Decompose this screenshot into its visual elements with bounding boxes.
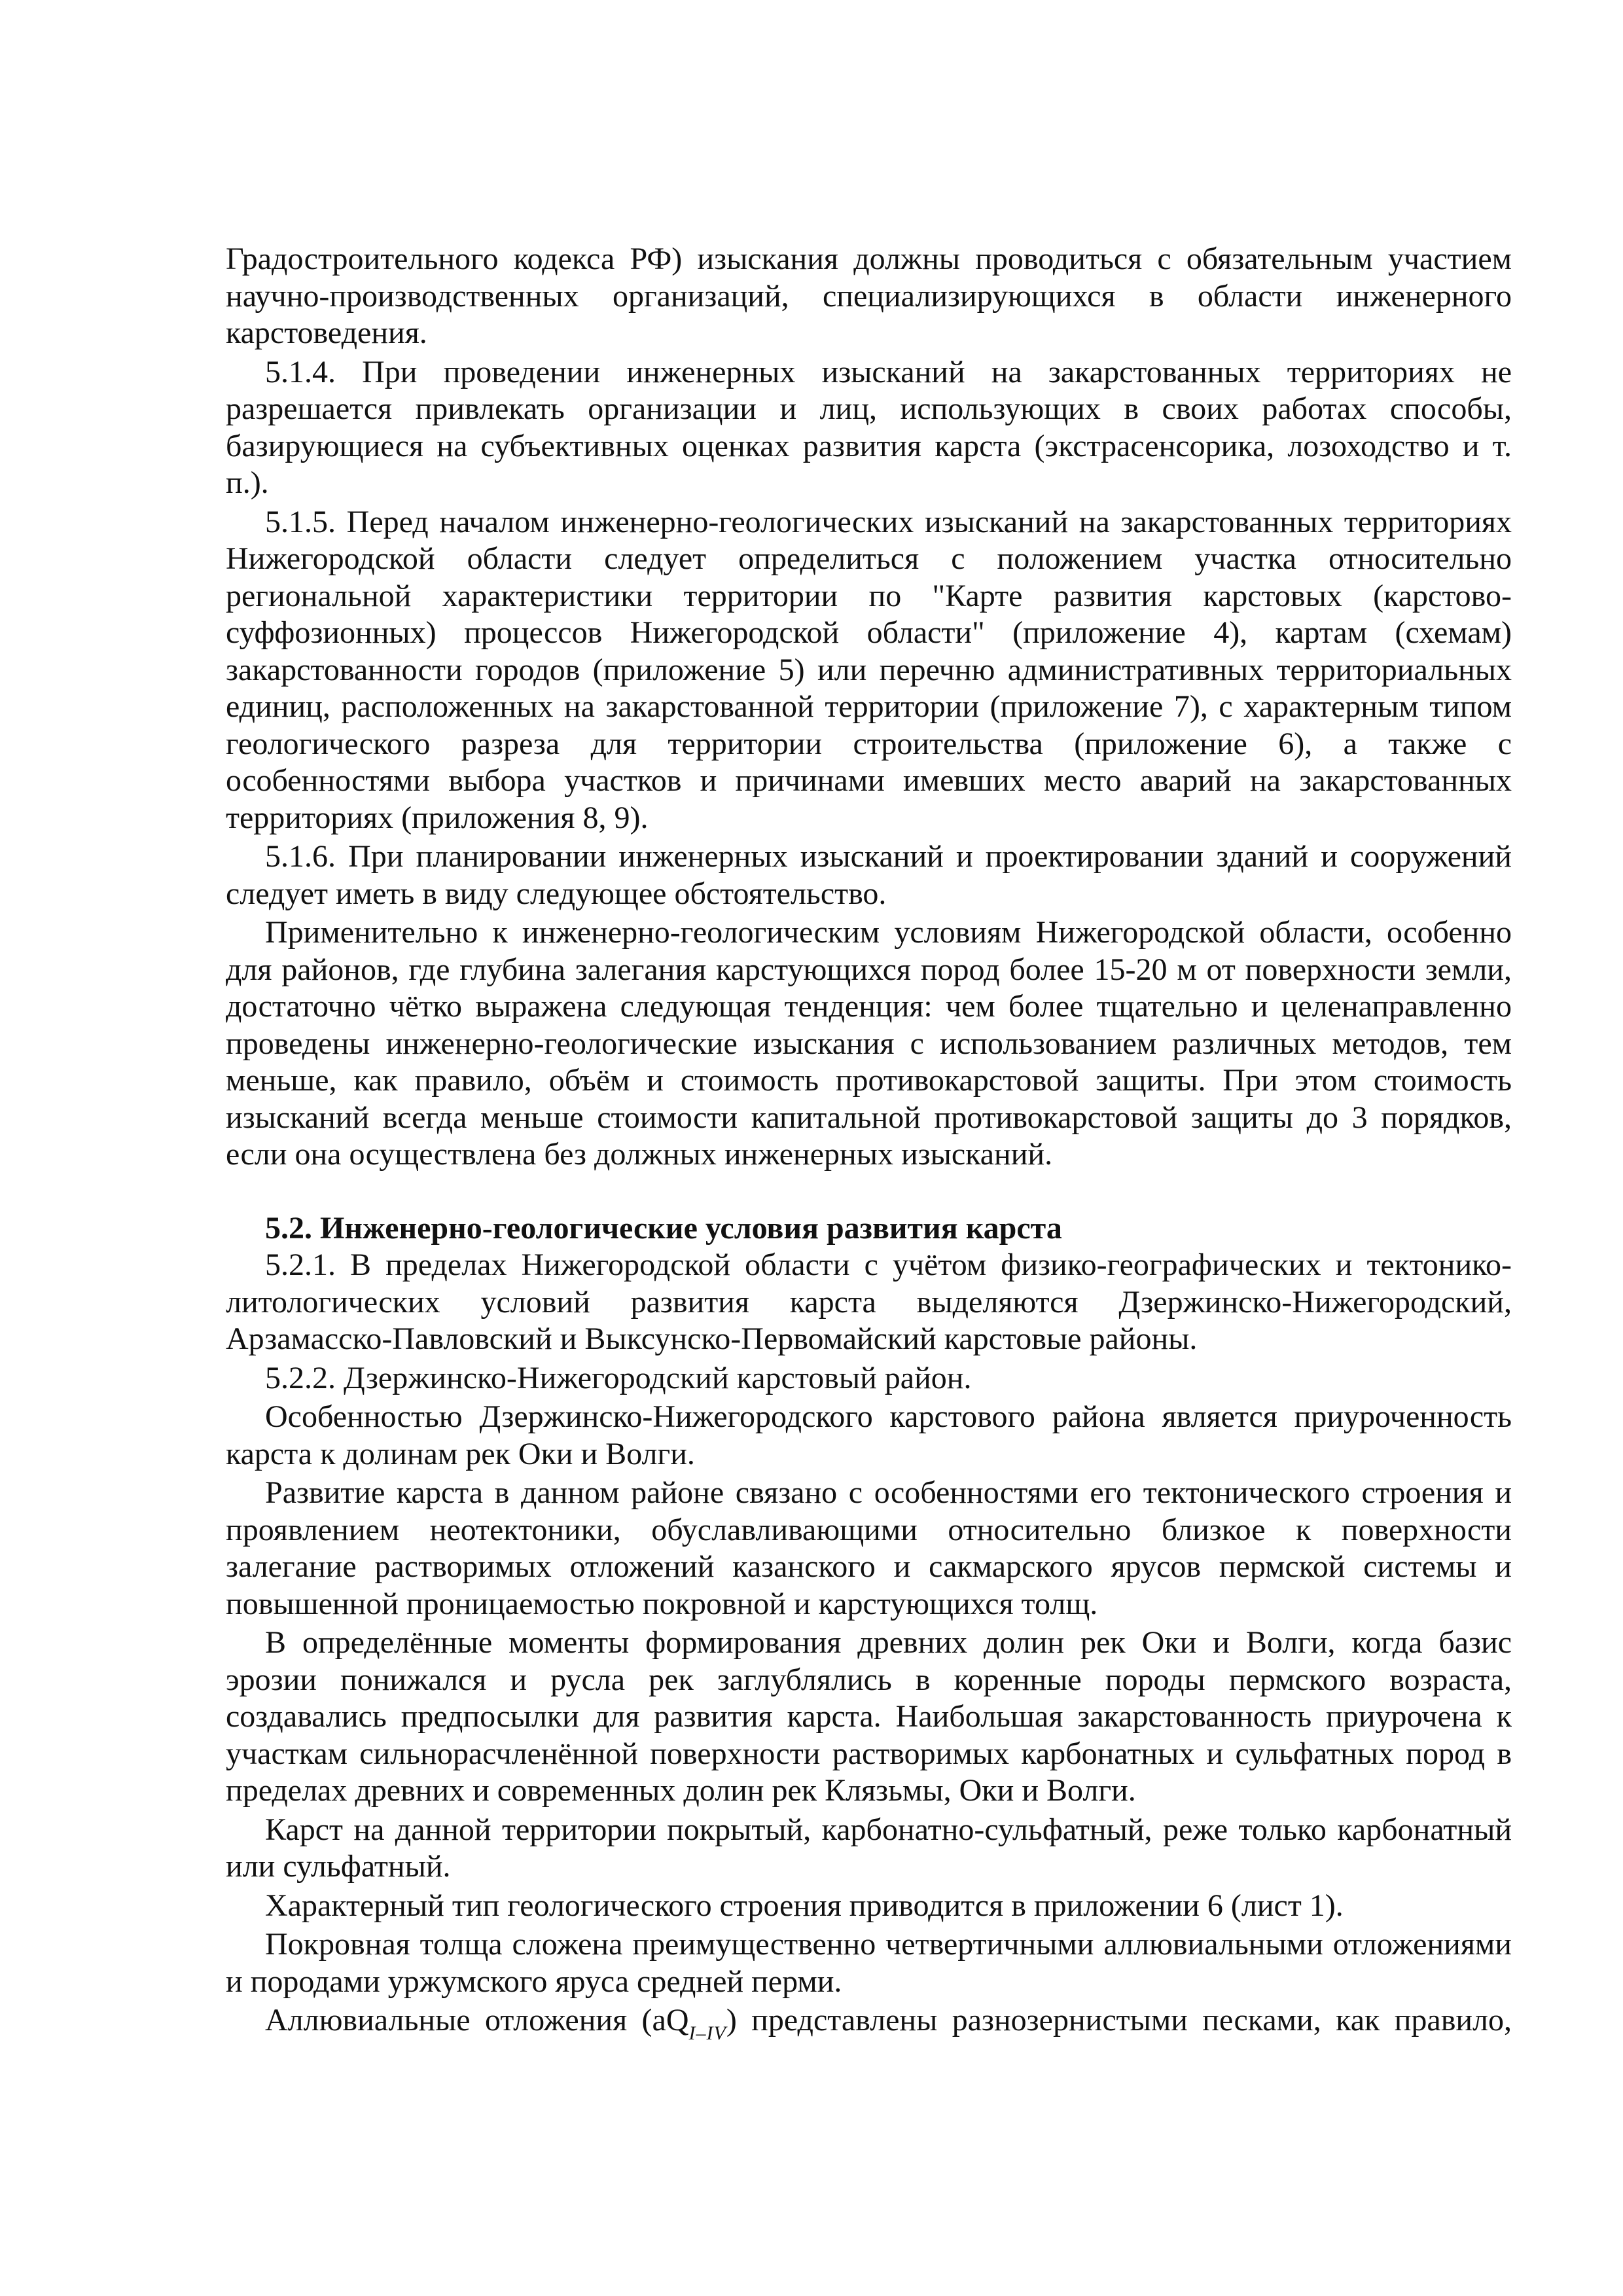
paragraph-geology-type: Характерный тип геологического строения приводится в приложении 6 (лист 1). — [265, 1888, 1344, 1923]
paragraph-continuation: Градостроительного кодекса РФ) изыскания должны проводиться с обязательным участием научно-производственных организаций, специализирующихся в области инженерного карстоведения. — [226, 242, 1512, 350]
paragraph-cover-layer: Покровная толща сложена преимущественно четвертичными аллювиальными отложениями и породами уржумского яруса средней перми. — [226, 1927, 1512, 1999]
paragraph-5-1-6: 5.1.6. При планировании инженерных изысканий и проектировании зданий и сооружений следует иметь в виду следующее обстоятельство. — [226, 839, 1512, 911]
alluvial-text-start: Аллювиальные отложения (aQ — [265, 2003, 689, 2037]
paragraph-karst-development: Развитие карста в данном районе связано с особенностями его тектонического строения и проявлением неотектоники, обуславливающими относительно близкое к поверхности залегание растворимых отложений казанского и сакмарского ярусов пермской системы и повышенной проницаемостью покровной и карстующихся толщ. — [226, 1475, 1512, 1621]
paragraph-ancient-valleys: В определённые моменты формирования древних долин рек Оки и Волги, когда базис эрозии понижался и русла рек заглублялись в коренные породы пермского возраста, создавались предпосылки для развития карста. Наибольшая закарстованность приурочена к участкам сильнорасчленённой поверхности растворимых карбонатных и сульфатных пород в пределах древних и современных долин рек Клязьмы, Оки и Волги. — [226, 1625, 1512, 1808]
paragraph-tendency: Применительно к инженерно-геологическим условиям Нижегородской области, особенно для районов, где глубина залегания карстующихся пород более 15-20 м от поверхности земли, достаточно чётко выражена следующая тенденция: чем более тщательно и целенаправленно проведены инженерно-геологические изыскания с использованием различных методов, тем меньше, как правило, объём и стоимость противокарстовой защиты. При этом стоимость изысканий всегда меньше стоимости капитальной противокарстовой защиты до 3 порядков, если она осуществлена без должных инженерных изысканий. — [226, 915, 1512, 1172]
alluvial-subscript: I–IV — [688, 2022, 726, 2044]
paragraph-5-2-1: 5.2.1. В пределах Нижегородской области с учётом физико-географических и тектонико-литологических условий развития карста выделяются Дзержинско-Нижегородский, Арзамасско-Павловский и Выксунско-Первомайский карстовые районы. — [226, 1247, 1512, 1356]
paragraph-5-1-4: 5.1.4. При проведении инженерных изысканий на закарстованных территориях не разрешается привлекать организации и лиц, использующих в своих работах способы, базирующиеся на субъективных оценках развития карста (экстрасенсорика, лозоходство и т. п.). — [226, 354, 1512, 500]
alluvial-text-end: ) представлены разнозернистыми песками, как правило, — [726, 2003, 1512, 2037]
paragraph-5-2-2: 5.2.2. Дзержинско-Нижегородский карстовый район. — [265, 1360, 972, 1395]
section-heading-5-2: 5.2. Инженерно-геологические условия развития карста — [265, 1210, 1062, 1246]
paragraph-5-1-5: 5.1.5. Перед началом инженерно-геологических изысканий на закарстованных территориях Нижегородской области следует определиться с положением участка относительно региональной характеристики территории по "Карте развития карстовых (карстово-суффозионных) процессов Нижегородской области" (приложение 4), картам (схемам) закарстованности городов (приложение 5) или перечню административных территориальных единиц, расположенных на закарстованной территории (приложение 7), с характерным типом геологического разреза для территории строительства (приложение 6), а также с особенностями выбора участков и причинами имевших место аварий на закарстованных территориях (приложения 8, 9). — [226, 504, 1512, 835]
paragraph-karst-type: Карст на данной территории покрытый, карбонатно-сульфатный, реже только карбонатный или сульфатный. — [226, 1812, 1512, 1884]
paragraph-feature: Особенностью Дзержинско-Нижегородского карстового района является приуроченность карста к долинам рек Оки и Волги. — [226, 1399, 1512, 1471]
paragraph-alluvial — [226, 2002, 1512, 2053]
document-page — [226, 241, 1512, 2054]
